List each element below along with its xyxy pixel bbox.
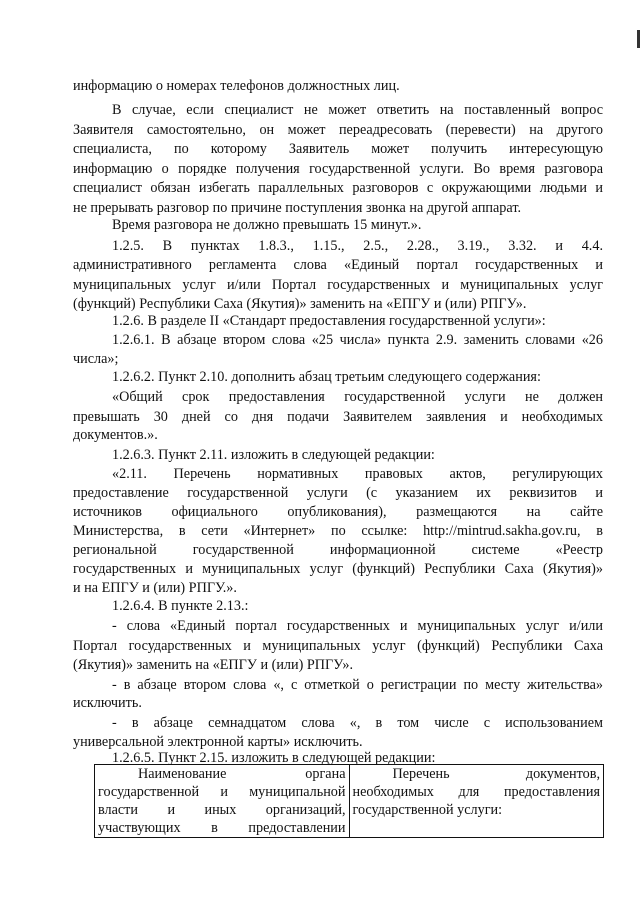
cell-line: Наименование органа	[138, 766, 346, 782]
documents-table	[94, 764, 604, 838]
text-line: - в абзаце семнадцатом слова «, в том числе с использованием	[112, 715, 603, 731]
text-line: региональной государственной информационной системе «Реестр	[73, 542, 603, 558]
text-line: превышать 30 дней со дня подачи Заявителем заявления и необходимых	[73, 409, 603, 425]
text-line: Портал государственных и муниципальных услуг (функций) Республики Саха	[73, 638, 603, 654]
text-line: и на ЕПГУ и (или) РПГУ.».	[73, 580, 237, 596]
text-line: предоставление государственной услуги (с указанием их реквизитов и	[73, 485, 603, 501]
text-line: Заявителя самостоятельно, он может переадресовать (перевести) на другого	[73, 122, 603, 138]
text-line: информацию о порядке получения государственной услуги. Во время разговора	[73, 161, 603, 177]
text-line: «2.11. Перечень нормативных правовых актов, регулирующих	[112, 466, 603, 482]
text-line: специалист обязан избегать параллельных разговоров с окружающими людьми и	[73, 180, 603, 196]
text-line: документов.».	[73, 427, 158, 443]
text-line: Министерства, в сети «Интернет» по ссылке: http://mintrud.sakha.gov.ru, в	[73, 523, 603, 539]
text-line: исключить.	[73, 695, 142, 711]
text-line: (Якутия)» заменить на «ЕПГУ и (или) РПГУ».	[73, 657, 354, 673]
text-line: государственных и муниципальных услуг (функций) Республики Саха (Якутия)»	[73, 561, 603, 577]
table-cell-authority	[95, 765, 350, 838]
cell-line: государственной услуги:	[352, 802, 503, 818]
table-cell-documents	[349, 765, 604, 838]
text-line: - слова «Единый портал государственных и муниципальных услуг и/или	[112, 618, 603, 634]
text-line: административного регламента слова «Единый портал государственных и	[73, 257, 603, 273]
text-line: 1.2.6.3. Пункт 2.11. изложить в следующей редакции:	[112, 447, 435, 463]
text-line: информацию о номерах телефонов должностных лиц.	[73, 78, 400, 94]
text-line: 1.2.6.4. В пункте 2.13.:	[112, 598, 249, 614]
text-line: В случае, если специалист не может ответить на поставленный вопрос	[112, 102, 603, 118]
text-line: - в абзаце втором слова «, с отметкой о регистрации по месту жительства»	[112, 677, 603, 693]
text-line: источников официального опубликования), размещаются на сайте	[73, 504, 603, 520]
cell-line: необходимых для предоставления	[352, 784, 600, 800]
text-line: «Общий срок предоставления государственной услуги не должен	[112, 389, 603, 405]
text-line: числа»;	[73, 351, 119, 367]
text-line: универсальной электронной карты» исключить.	[73, 734, 363, 750]
text-line: Время разговора не должно превышать 15 минут.».	[112, 217, 422, 233]
text-line: не прерывать разговор по причине поступления звонка на другой аппарат.	[73, 200, 522, 216]
text-line: 1.2.6.1. В абзаце втором слова «25 числа» пункта 2.9. заменить словами «26	[112, 332, 603, 348]
table-row	[95, 765, 604, 838]
text-line: 1.2.5. В пунктах 1.8.3., 1.15., 2.5., 2.28., 3.19., 3.32. и 4.4.	[112, 238, 603, 254]
cell-line: государственной и муниципальной	[98, 784, 346, 800]
cell-line: участвующих в предоставлении	[98, 820, 346, 836]
text-line: 1.2.6.2. Пункт 2.10. дополнить абзац третьим следующего содержания:	[112, 369, 541, 385]
cell-line: Перечень документов,	[392, 766, 600, 782]
text-line: 1.2.6.5. Пункт 2.15. изложить в следующей редакции:	[112, 750, 436, 766]
text-line: (функций) Республики Саха (Якутия)» заменить на «ЕПГУ и (или) РПГУ».	[73, 296, 527, 312]
text-line: муниципальных услуг и/или Портал государственных и муниципальных услуг	[73, 277, 603, 293]
text-line: специалиста, по которому Заявитель может получить интересующую	[73, 141, 603, 157]
cell-line: власти и иных организаций,	[98, 802, 346, 818]
text-line: 1.2.6. В разделе II «Стандарт предоставления государственной услуги»:	[112, 313, 546, 329]
